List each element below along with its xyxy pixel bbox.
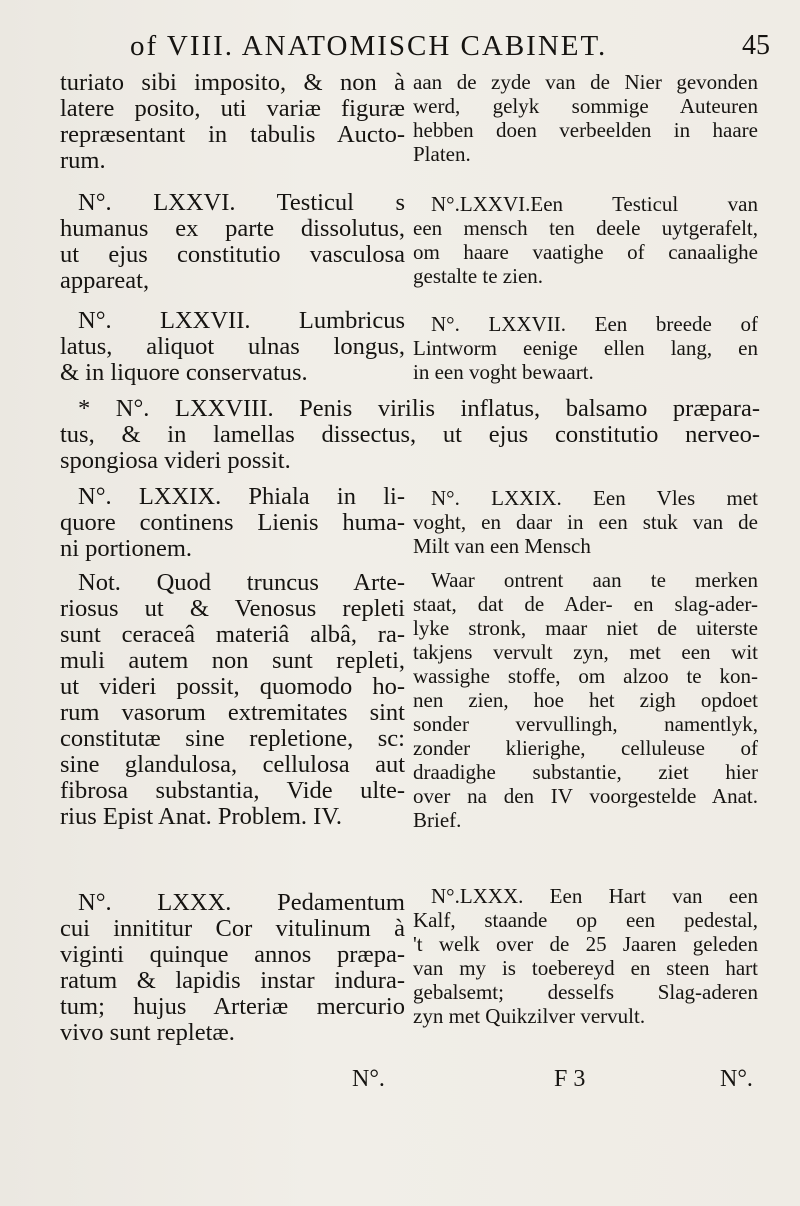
- text-line: draadighe substantie, ziet hier: [413, 760, 758, 784]
- dutch-entry-77: [413, 312, 758, 384]
- text-line: N°. LXXVII. Een breede of: [431, 312, 758, 336]
- text-line: lyke stronk, maar niet de uiterste: [413, 616, 758, 640]
- text-line: sunt ceraceâ materiâ albâ, ra-: [60, 621, 405, 648]
- text-line: 't welk over de 25 Jaaren geleden: [413, 932, 758, 956]
- text-line: gestalte te zien.: [413, 264, 544, 288]
- text-line: constitutæ sine repletione, sc:: [60, 725, 405, 752]
- text-line: wassighe stoffe, om alzoo te kon-: [413, 664, 758, 688]
- dutch-entry-79: [413, 486, 758, 558]
- text-line: vivo sunt repletæ.: [60, 1019, 235, 1046]
- text-line: van my is toebereyd en steen hart: [413, 956, 758, 980]
- text-line: fibrosa substantia, Vide ulte-: [60, 777, 405, 804]
- text-line: quore continens Lienis huma-: [60, 509, 405, 536]
- latin-paragraph: [60, 70, 405, 174]
- text-line: ut videri possit, quomodo ho-: [60, 673, 405, 700]
- text-line: nen zien, hoe het zigh opdoet: [413, 688, 758, 712]
- text-line: Brief.: [413, 808, 462, 832]
- text-line: in een voght bewaart.: [413, 360, 594, 384]
- text-line: latere posito, uti variæ figuræ: [60, 95, 405, 122]
- dutch-entry-80: [413, 884, 758, 1028]
- signature-mark: F 3: [554, 1066, 586, 1092]
- text-line: N°. LXXVII. Lumbricus: [78, 307, 405, 334]
- text-line: over na den IV voorgestelde Anat.: [413, 784, 758, 808]
- text-line: rum vasorum extremitates sint: [60, 699, 405, 726]
- text-line: Waar ontrent aan te merken: [431, 568, 758, 592]
- running-title: of VIII. ANATOMISCH CABINET.: [130, 30, 608, 62]
- text-line: tum; hujus Arteriæ mercurio: [60, 993, 405, 1020]
- text-line: aan de zyde van de Nier gevonden: [413, 70, 758, 94]
- text-line: N°. LXXVI. Testicul s: [78, 189, 405, 216]
- latin-entry-80: [60, 890, 405, 1046]
- text-line: Not. Quod truncus Arte-: [78, 569, 405, 596]
- text-line: zonder klierighe, celluleuse of: [413, 736, 758, 760]
- text-line: sonder vervullingh, namentlyk,: [413, 712, 758, 736]
- text-line: N°. LXXIX. Een Vles met: [431, 486, 758, 510]
- text-line: een mensch ten deele uytgerafelt,: [413, 216, 758, 240]
- text-line: om haare vaatighe of canaalighe: [413, 240, 758, 264]
- text-line: N°. LXXX. Pedamentum: [78, 889, 405, 916]
- text-line: voght, en daar in een stuk van de: [413, 510, 758, 534]
- text-line: turiato sibi imposito, & non à: [60, 69, 405, 96]
- text-line: viginti quinque annos præpa-: [60, 941, 405, 968]
- page-footer: [60, 1066, 760, 1096]
- text-line: humanus ex parte dissolutus,: [60, 215, 405, 242]
- text-line: repræsentant in tabulis Aucto-: [60, 121, 405, 148]
- text-line: Lintworm eenige ellen lang, en: [413, 336, 758, 360]
- text-line: appareat,: [60, 267, 150, 294]
- latin-entry-77: [60, 308, 405, 386]
- text-line: Kalf, staande op een pedestal,: [413, 908, 758, 932]
- text-line: ni portionem.: [60, 535, 193, 562]
- text-line: tus, & in lamellas dissectus, ut ejus constitutio nerveo-: [60, 421, 760, 448]
- text-line: rum.: [60, 147, 106, 174]
- text-line: sine glandulosa, cellulosa aut: [60, 751, 405, 778]
- text-line: * N°. LXXVIII. Penis virilis inflatus, balsamo præpara-: [78, 395, 760, 422]
- latin-note: [60, 570, 405, 830]
- text-line: rius Epist Anat. Problem. IV.: [60, 803, 342, 830]
- text-line: hebben doen verbeelden in haare: [413, 118, 758, 142]
- text-line: N°. LXXIX. Phiala in li-: [78, 483, 405, 510]
- text-line: cui innititur Cor vitulinum à: [60, 915, 405, 942]
- text-line: Milt van een Mensch: [413, 534, 591, 558]
- text-line: muli autem non sunt repleti,: [60, 647, 405, 674]
- text-line: latus, aliquot ulnas longus,: [60, 333, 405, 360]
- latin-entry-79: [60, 484, 405, 562]
- catchword-left: N°.: [352, 1066, 385, 1092]
- latin-entry-78: [60, 396, 760, 474]
- text-line: & in liquore conservatus.: [60, 359, 308, 386]
- text-line: spongiosa videri possit.: [60, 447, 291, 474]
- dutch-note: [413, 568, 758, 832]
- running-header: [130, 30, 770, 70]
- text-line: N°.LXXVI.Een Testicul van: [431, 192, 758, 216]
- text-line: staat, dat de Ader- en slag-ader-: [413, 592, 758, 616]
- latin-entry-76: [60, 190, 405, 294]
- text-line: Platen.: [413, 142, 471, 166]
- text-line: ut ejus constitutio vasculosa: [60, 241, 405, 268]
- dutch-entry-76: [413, 192, 758, 288]
- text-line: N°.LXXX. Een Hart van een: [431, 884, 758, 908]
- catchword-right: N°.: [720, 1066, 753, 1092]
- text-line: zyn met Quikzilver vervult.: [413, 1004, 646, 1028]
- text-line: gebalsemt; desselfs Slag-aderen: [413, 980, 758, 1004]
- text-line: takjens vervult zyn, met een wit: [413, 640, 758, 664]
- dutch-paragraph: [413, 70, 758, 166]
- text-line: ratum & lapidis instar indura-: [60, 967, 405, 994]
- page-number: 45: [742, 30, 770, 61]
- text-line: werd, gelyk sommige Auteuren: [413, 94, 758, 118]
- text-line: riosus ut & Venosus repleti: [60, 595, 405, 622]
